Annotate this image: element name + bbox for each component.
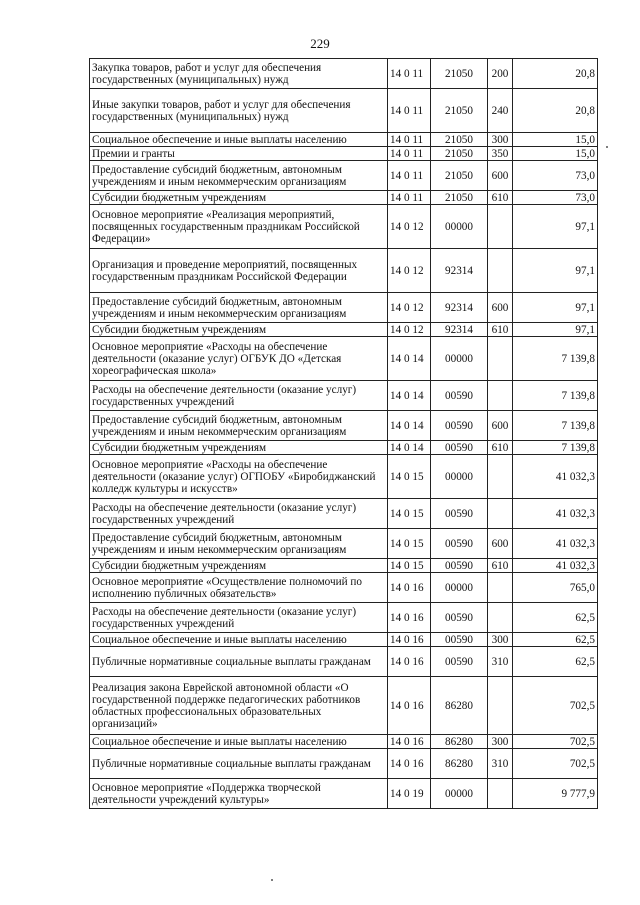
row-expense-type-cell — [488, 337, 513, 381]
row-name-cell: Публичные нормативные социальные выплаты гражданам — [90, 647, 388, 677]
table-row — [90, 191, 598, 205]
row-name-cell: Субсидии бюджетным учреждениям — [90, 191, 388, 205]
row-program-code-cell: 14 0 14 — [388, 337, 431, 381]
table-row — [90, 337, 598, 381]
row-expense-type-cell: 310 — [488, 647, 513, 677]
row-program-code-cell: 14 0 16 — [388, 749, 431, 779]
row-name-cell: Основное мероприятие «Реализация мероприятий, посвященных государственным праздникам Российской Федерации» — [90, 205, 388, 249]
row-target-code-cell: 21050 — [431, 59, 488, 89]
table-row — [90, 133, 598, 147]
row-target-code-cell: 00000 — [431, 205, 488, 249]
row-name-cell: Субсидии бюджетным учреждениям — [90, 559, 388, 573]
row-program-code-cell: 14 0 14 — [388, 381, 431, 411]
row-name-cell: Организация и проведение мероприятий, посвященных государственным праздникам Российской Федерации — [90, 249, 388, 293]
row-target-code-cell: 00000 — [431, 455, 488, 499]
row-name-cell: Основное мероприятие «Расходы на обеспечение деятельности (оказание услуг) ОГПОБУ «Биробиджанский колледж культуры и искусств» — [90, 455, 388, 499]
table-row — [90, 59, 598, 89]
table-row — [90, 411, 598, 441]
row-target-code-cell: 00590 — [431, 647, 488, 677]
row-name-cell: Основное мероприятие «Расходы на обеспечение деятельности (оказание услуг) ОГБУК ДО «Детская хореографическая школа» — [90, 337, 388, 381]
row-program-code-cell: 14 0 11 — [388, 133, 431, 147]
row-expense-type-cell: 240 — [488, 89, 513, 133]
row-name-cell: Расходы на обеспечение деятельности (оказание услуг) государственных учреждений — [90, 381, 388, 411]
row-target-code-cell: 86280 — [431, 749, 488, 779]
row-amount-cell: 41 032,3 — [513, 559, 598, 573]
row-expense-type-cell — [488, 455, 513, 499]
row-expense-type-cell — [488, 205, 513, 249]
row-name-cell: Предоставление субсидий бюджетным, автономным учреждениям и иным некоммерческим организациям — [90, 161, 388, 191]
row-expense-type-cell: 610 — [488, 323, 513, 337]
row-amount-cell: 9 777,9 — [513, 779, 598, 809]
budget-table — [89, 58, 598, 809]
row-name-cell: Предоставление субсидий бюджетным, автономным учреждениям и иным некоммерческим организациям — [90, 411, 388, 441]
row-program-code-cell: 14 0 12 — [388, 249, 431, 293]
row-expense-type-cell — [488, 677, 513, 735]
row-target-code-cell: 92314 — [431, 323, 488, 337]
row-name-cell: Социальное обеспечение и иные выплаты населению — [90, 633, 388, 647]
row-program-code-cell: 14 0 15 — [388, 455, 431, 499]
row-amount-cell: 97,1 — [513, 323, 598, 337]
row-expense-type-cell: 310 — [488, 749, 513, 779]
row-amount-cell: 62,5 — [513, 603, 598, 633]
row-program-code-cell: 14 0 19 — [388, 779, 431, 809]
table-row — [90, 205, 598, 249]
table-row — [90, 455, 598, 499]
row-amount-cell: 7 139,8 — [513, 441, 598, 455]
row-program-code-cell: 14 0 14 — [388, 411, 431, 441]
row-program-code-cell: 14 0 15 — [388, 529, 431, 559]
table-row — [90, 749, 598, 779]
row-name-cell: Социальное обеспечение и иные выплаты населению — [90, 735, 388, 749]
row-amount-cell: 7 139,8 — [513, 411, 598, 441]
row-expense-type-cell: 610 — [488, 191, 513, 205]
budget-table-body — [90, 59, 598, 809]
row-program-code-cell: 14 0 16 — [388, 647, 431, 677]
row-expense-type-cell: 300 — [488, 633, 513, 647]
page-number: 229 — [310, 36, 330, 51]
row-amount-cell: 765,0 — [513, 573, 598, 603]
table-row — [90, 573, 598, 603]
row-program-code-cell: 14 0 15 — [388, 499, 431, 529]
row-expense-type-cell — [488, 499, 513, 529]
table-row — [90, 559, 598, 573]
row-expense-type-cell: 300 — [488, 133, 513, 147]
table-row — [90, 529, 598, 559]
row-name-cell: Субсидии бюджетным учреждениям — [90, 323, 388, 337]
table-row — [90, 381, 598, 411]
row-target-code-cell: 92314 — [431, 293, 488, 323]
row-amount-cell: 62,5 — [513, 647, 598, 677]
row-target-code-cell: 21050 — [431, 147, 488, 161]
row-target-code-cell: 00590 — [431, 441, 488, 455]
table-row — [90, 499, 598, 529]
table-row — [90, 249, 598, 293]
row-expense-type-cell: 610 — [488, 559, 513, 573]
table-row — [90, 147, 598, 161]
table-row — [90, 603, 598, 633]
scan-speck — [271, 879, 273, 881]
row-amount-cell: 97,1 — [513, 249, 598, 293]
row-name-cell: Субсидии бюджетным учреждениям — [90, 441, 388, 455]
row-amount-cell: 62,5 — [513, 633, 598, 647]
row-amount-cell: 7 139,8 — [513, 381, 598, 411]
table-row — [90, 323, 598, 337]
row-program-code-cell: 14 0 16 — [388, 603, 431, 633]
row-program-code-cell: 14 0 11 — [388, 59, 431, 89]
row-target-code-cell: 21050 — [431, 133, 488, 147]
row-program-code-cell: 14 0 16 — [388, 735, 431, 749]
row-amount-cell: 41 032,3 — [513, 455, 598, 499]
row-amount-cell: 20,8 — [513, 89, 598, 133]
row-expense-type-cell: 600 — [488, 293, 513, 323]
row-expense-type-cell: 600 — [488, 529, 513, 559]
row-amount-cell: 15,0 — [513, 147, 598, 161]
row-program-code-cell: 14 0 12 — [388, 293, 431, 323]
row-program-code-cell: 14 0 16 — [388, 573, 431, 603]
row-target-code-cell: 00000 — [431, 573, 488, 603]
row-target-code-cell: 21050 — [431, 89, 488, 133]
row-name-cell: Основное мероприятие «Поддержка творческой деятельности учреждений культуры» — [90, 779, 388, 809]
row-expense-type-cell: 600 — [488, 161, 513, 191]
row-name-cell: Иные закупки товаров, работ и услуг для обеспечения государственных (муниципальных) нужд — [90, 89, 388, 133]
row-name-cell: Закупка товаров, работ и услуг для обеспечения государственных (муниципальных) нужд — [90, 59, 388, 89]
row-target-code-cell: 00000 — [431, 337, 488, 381]
row-name-cell: Предоставление субсидий бюджетным, автономным учреждениям и иным некоммерческим организациям — [90, 293, 388, 323]
row-name-cell: Премии и гранты — [90, 147, 388, 161]
row-name-cell: Реализация закона Еврейской автономной области «О государственной поддержке педагогических работников областных профессиональных образовательных организаций» — [90, 677, 388, 735]
row-program-code-cell: 14 0 11 — [388, 147, 431, 161]
row-expense-type-cell: 200 — [488, 59, 513, 89]
row-program-code-cell: 14 0 11 — [388, 161, 431, 191]
table-row — [90, 89, 598, 133]
row-target-code-cell: 00590 — [431, 559, 488, 573]
row-expense-type-cell: 610 — [488, 441, 513, 455]
row-amount-cell: 41 032,3 — [513, 529, 598, 559]
row-target-code-cell: 92314 — [431, 249, 488, 293]
row-expense-type-cell — [488, 381, 513, 411]
row-amount-cell: 702,5 — [513, 677, 598, 735]
row-target-code-cell: 86280 — [431, 677, 488, 735]
row-amount-cell: 97,1 — [513, 293, 598, 323]
row-amount-cell: 702,5 — [513, 735, 598, 749]
row-amount-cell: 20,8 — [513, 59, 598, 89]
row-target-code-cell: 00590 — [431, 529, 488, 559]
row-name-cell: Расходы на обеспечение деятельности (оказание услуг) государственных учреждений — [90, 603, 388, 633]
row-amount-cell: 7 139,8 — [513, 337, 598, 381]
row-program-code-cell: 14 0 12 — [388, 323, 431, 337]
row-target-code-cell: 00590 — [431, 499, 488, 529]
table-row — [90, 677, 598, 735]
row-program-code-cell: 14 0 12 — [388, 205, 431, 249]
row-amount-cell: 15,0 — [513, 133, 598, 147]
row-amount-cell: 702,5 — [513, 749, 598, 779]
row-program-code-cell: 14 0 11 — [388, 191, 431, 205]
row-expense-type-cell — [488, 249, 513, 293]
table-row — [90, 161, 598, 191]
row-name-cell: Социальное обеспечение и иные выплаты населению — [90, 133, 388, 147]
table-row — [90, 735, 598, 749]
row-expense-type-cell — [488, 573, 513, 603]
row-name-cell: Расходы на обеспечение деятельности (оказание услуг) государственных учреждений — [90, 499, 388, 529]
row-program-code-cell: 14 0 15 — [388, 559, 431, 573]
row-target-code-cell: 00590 — [431, 411, 488, 441]
row-name-cell: Основное мероприятие «Осуществление полномочий по исполнению публичных обязательств» — [90, 573, 388, 603]
row-target-code-cell: 21050 — [431, 161, 488, 191]
row-amount-cell: 97,1 — [513, 205, 598, 249]
row-target-code-cell: 21050 — [431, 191, 488, 205]
row-amount-cell: 73,0 — [513, 191, 598, 205]
row-program-code-cell: 14 0 16 — [388, 677, 431, 735]
row-amount-cell: 41 032,3 — [513, 499, 598, 529]
row-name-cell: Публичные нормативные социальные выплаты гражданам — [90, 749, 388, 779]
table-row — [90, 293, 598, 323]
row-target-code-cell: 00590 — [431, 633, 488, 647]
row-name-cell: Предоставление субсидий бюджетным, автономным учреждениям и иным некоммерческим организациям — [90, 529, 388, 559]
row-expense-type-cell — [488, 779, 513, 809]
row-target-code-cell: 00590 — [431, 381, 488, 411]
row-amount-cell: 73,0 — [513, 161, 598, 191]
table-row — [90, 647, 598, 677]
table-row — [90, 779, 598, 809]
row-expense-type-cell: 300 — [488, 735, 513, 749]
row-program-code-cell: 14 0 16 — [388, 633, 431, 647]
row-expense-type-cell — [488, 603, 513, 633]
row-expense-type-cell: 600 — [488, 411, 513, 441]
table-row — [90, 633, 598, 647]
row-target-code-cell: 00590 — [431, 603, 488, 633]
row-program-code-cell: 14 0 11 — [388, 89, 431, 133]
row-target-code-cell: 00000 — [431, 779, 488, 809]
row-program-code-cell: 14 0 14 — [388, 441, 431, 455]
table-row — [90, 441, 598, 455]
scan-speck — [606, 146, 608, 148]
row-expense-type-cell: 350 — [488, 147, 513, 161]
row-target-code-cell: 86280 — [431, 735, 488, 749]
